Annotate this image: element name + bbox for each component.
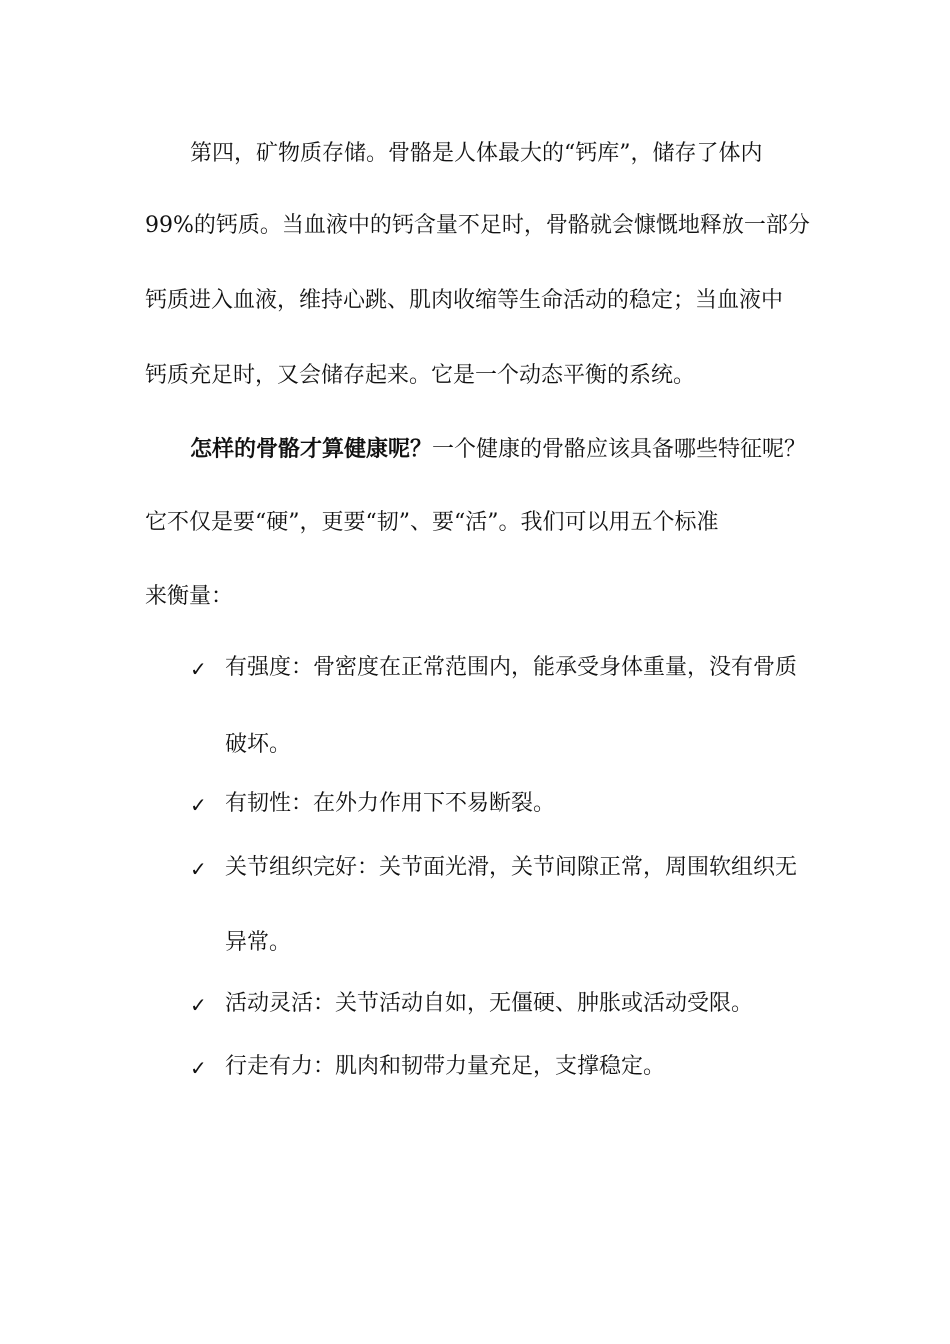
- checklist-item-1-line2: 破坏。: [225, 732, 292, 757]
- paragraph2-line2: 它不仅是要“硬”，更要“韧”、要“活”。我们可以用五个标准: [145, 510, 719, 535]
- checklist-item-5-line1: 行走有力：肌肉和韧带力量充足，支撑稳定。: [225, 1054, 666, 1079]
- paragraph1-line4: 钙质充足时，又会储存起来。它是一个动态平衡的系统。: [145, 363, 696, 388]
- paragraph2-line3: 来衡量：: [145, 584, 234, 609]
- checklist-item-1-line1: 有强度：骨密度在正常范围内，能承受身体重量，没有骨质: [225, 655, 798, 680]
- paragraph1-line1: 第四，矿物质存储。骨骼是人体最大的“钙库”，储存了体内: [190, 141, 763, 166]
- checklist-item-2-line1: 有韧性：在外力作用下不易断裂。: [225, 791, 556, 816]
- paragraph2-line1-rest: 一个健康的骨骼应该具备哪些特征呢？: [432, 437, 807, 462]
- check-icon: ✓: [190, 993, 207, 1017]
- checklist-item-4-line1: 活动灵活：关节活动自如，无僵硬、肿胀或活动受限。: [225, 991, 754, 1016]
- check-icon: ✓: [190, 793, 207, 817]
- paragraph2-bold-lead: 怎样的骨骼才算健康呢？: [190, 436, 433, 462]
- check-icon: ✓: [190, 1056, 207, 1080]
- paragraph1-line3: 钙质进入血液，维持心跳、肌肉收缩等生命活动的稳定；当血液中: [145, 288, 784, 313]
- checklist-item-3-line1: 关节组织完好：关节面光滑，关节间隙正常，周围软组织无: [225, 855, 798, 880]
- checklist-item-3-line2: 异常。: [225, 930, 292, 955]
- check-icon: ✓: [190, 657, 207, 681]
- paragraph1-line2: 99%的钙质。当血液中的钙含量不足时，骨骼就会慷慨地释放一部分: [145, 213, 810, 238]
- check-icon: ✓: [190, 857, 207, 881]
- paragraph2-line1: [190, 436, 806, 463]
